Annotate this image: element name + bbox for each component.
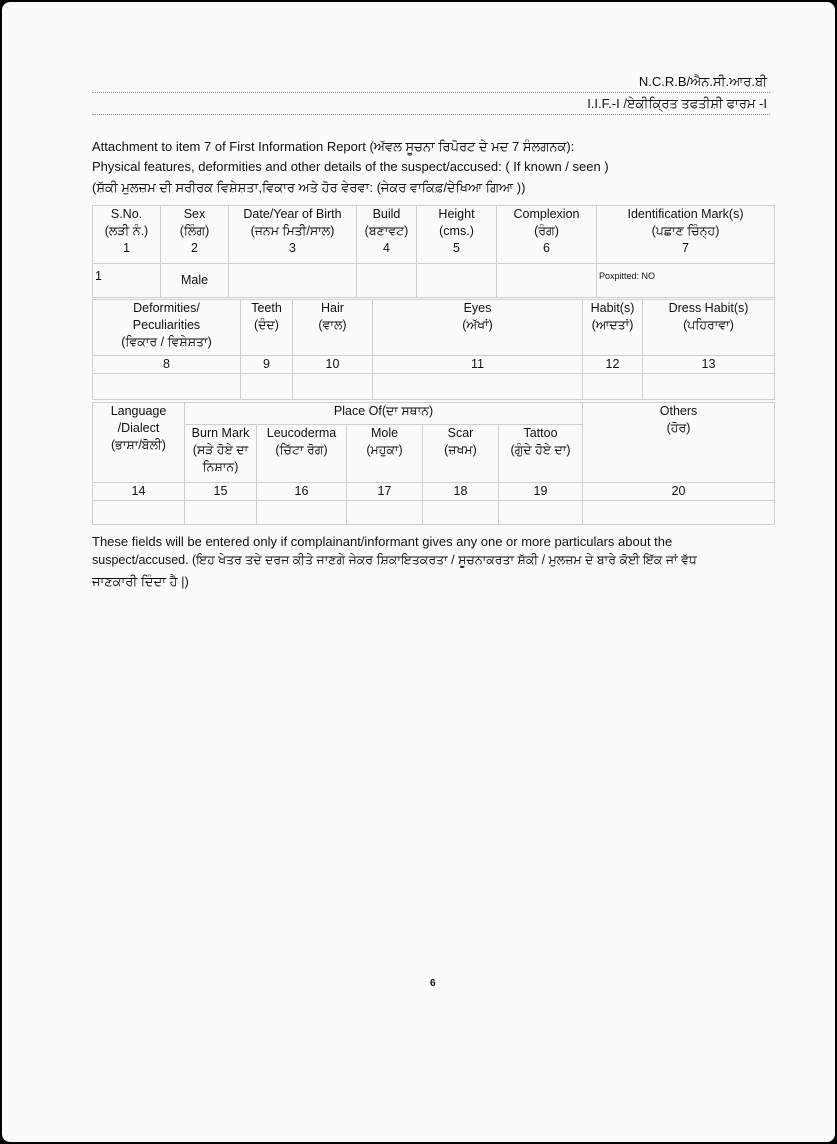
footer-note-1: These fields will be entered only if complainant/informant gives any one or more particulars about the [92,534,673,549]
footer-note-3: ਜਾਣਕਾਰੀ ਦਿੰਦਾ ਹੈ |) [92,574,189,589]
cell-eyes [373,374,583,400]
intro-attachment: Attachment to item 7 of First Information Report (ਅੱਵਲ ਸੂਚਨਾ ਰਿਪੋਰਟ ਦੇ ਮਦ 7 ਸੰਲਗਨਕ): [92,139,575,154]
table-row [93,264,775,298]
header-eyes: Eyes (ਅੱਖਾਂ) [373,300,583,356]
header-burn-mark: Burn Mark (ਸੜੇ ਹੋਏ ਦਾ ਨਿਸ਼ਾਨ) [185,425,257,483]
header-hair: Hair (ਵਾਲ) [293,300,373,356]
column-number: 10 [293,356,373,374]
document-page [2,2,835,1142]
header-sex: Sex (ਲਿੰਗ) 2 [161,206,229,264]
header-habits: Habit(s) (ਆਦਤਾਂ) [583,300,643,356]
intro-punjabi: (ਸ਼ੱਕੀ ਮੁਲਜ਼ਮ ਦੀ ਸਰੀਰਕ ਵਿਸ਼ੇਸ਼ਤਾ,ਵਿਕਾਰ ਅਤੇ ਹੋਰ ਵੇਰਵਾ: (ਜੇਕਰ ਵਾਕਿਫ਼/ਦੇਖਿਆ ਗਿਆ )) [92,180,526,195]
header-deformities: Deformities/ Peculiarities (ਵਿਕਾਰ / ਵਿਸ਼ੇਸ਼ਤਾ) [93,300,241,356]
cell-mole [347,501,423,525]
cell-burn-mark [185,501,257,525]
table-row [93,374,775,400]
header-height: Height (cms.) 5 [417,206,497,264]
cell-hair [293,374,373,400]
header-others: Others (ਹੋਰ) [583,403,775,483]
column-number: 18 [423,483,499,501]
column-number: 8 [93,356,241,374]
cell-tattoo [499,501,583,525]
cell-identification-mark: Poxpitted: NO [597,264,775,298]
column-number: 14 [93,483,185,501]
cell-dress-habits [643,374,775,400]
cell-others [583,501,775,525]
header-rule-1 [92,92,770,93]
footer-note-2: suspect/accused. (ਇਹ ਖੇਤਰ ਤਦੇ ਦਰਜ ਕੀਤੇ ਜਾਣਗੇ ਜੇਕਰ ਸ਼ਿਕਾਇਤਕਰਤਾ / ਸੂਚਨਾਕਰਤਾ ਸ਼ੱਕੀ / ਮੁਲਜ਼ਮ ਦੇ ਬਾਰੇ ਕੋਈ ਇੱਕ ਜਾਂ ਵੱਧ [92,553,697,567]
cell-scar [423,501,499,525]
column-number: 20 [583,483,775,501]
intro-physical-features: Physical features, deformities and other details of the suspect/accused: ( If known / seen ) [92,159,609,174]
column-number: 12 [583,356,643,374]
header-language: Language /Dialect (ਭਾਸ਼ਾ/ਬੋਲੀ) [93,403,185,483]
column-number: 15 [185,483,257,501]
header-complexion: Complexion (ਰੰਗ) 6 [497,206,597,264]
cell-complexion [497,264,597,298]
column-number: 17 [347,483,423,501]
cell-leucoderma [257,501,347,525]
cell-habits [583,374,643,400]
column-number: 19 [499,483,583,501]
column-number: 11 [373,356,583,374]
cell-height [417,264,497,298]
cell-sno: 1 [93,264,161,298]
header-scar: Scar (ਜ਼ਖਮ) [423,425,499,483]
column-number: 13 [643,356,775,374]
header-mole: Mole (ਮਹੁਕਾ) [347,425,423,483]
cell-deformities [93,374,241,400]
header-dress-habits: Dress Habit(s) (ਪਹਿਰਾਵਾ) [643,300,775,356]
physical-features-table [92,205,775,298]
cell-build [357,264,417,298]
header-ncrb: N.C.R.B/ਐਨ.ਸੀ.ਆਰ.ਬੀ [638,74,767,89]
header-sno: S.No. (ਲੜੀ ਨੰ.) 1 [93,206,161,264]
column-number: 9 [241,356,293,374]
cell-sex: Male [161,264,229,298]
header-iif: I.I.F.-I /ਏਕੀਕ੍ਰਿਤ ਤਫਤੀਸ਼ੀ ਫਾਰਮ -I [587,96,767,111]
header-teeth: Teeth (ਦੰਦ) [241,300,293,356]
header-identification-mark: Identification Mark(s) (ਪਛਾਣ ਚਿੰਨ੍ਹ) 7 [597,206,775,264]
cell-teeth [241,374,293,400]
column-number: 16 [257,483,347,501]
header-tattoo: Tattoo (ਗੁੰਦੇ ਹੋਏ ਦਾ) [499,425,583,483]
header-build: Build (ਬਣਾਵਟ) 4 [357,206,417,264]
deformities-table [92,299,775,400]
table-row [93,501,775,525]
page-number: 6 [430,978,436,989]
header-leucoderma: Leucoderma (ਚਿੱਟਾ ਰੋਗ) [257,425,347,483]
cell-dob [229,264,357,298]
cell-language [93,501,185,525]
marks-table [92,402,775,525]
header-dob: Date/Year of Birth (ਜਨਮ ਮਿਤੀ/ਸਾਲ) 3 [229,206,357,264]
header-rule-2 [92,114,770,115]
header-place-of: Place Of(ਦਾ ਸਥਾਨ) [185,403,583,425]
